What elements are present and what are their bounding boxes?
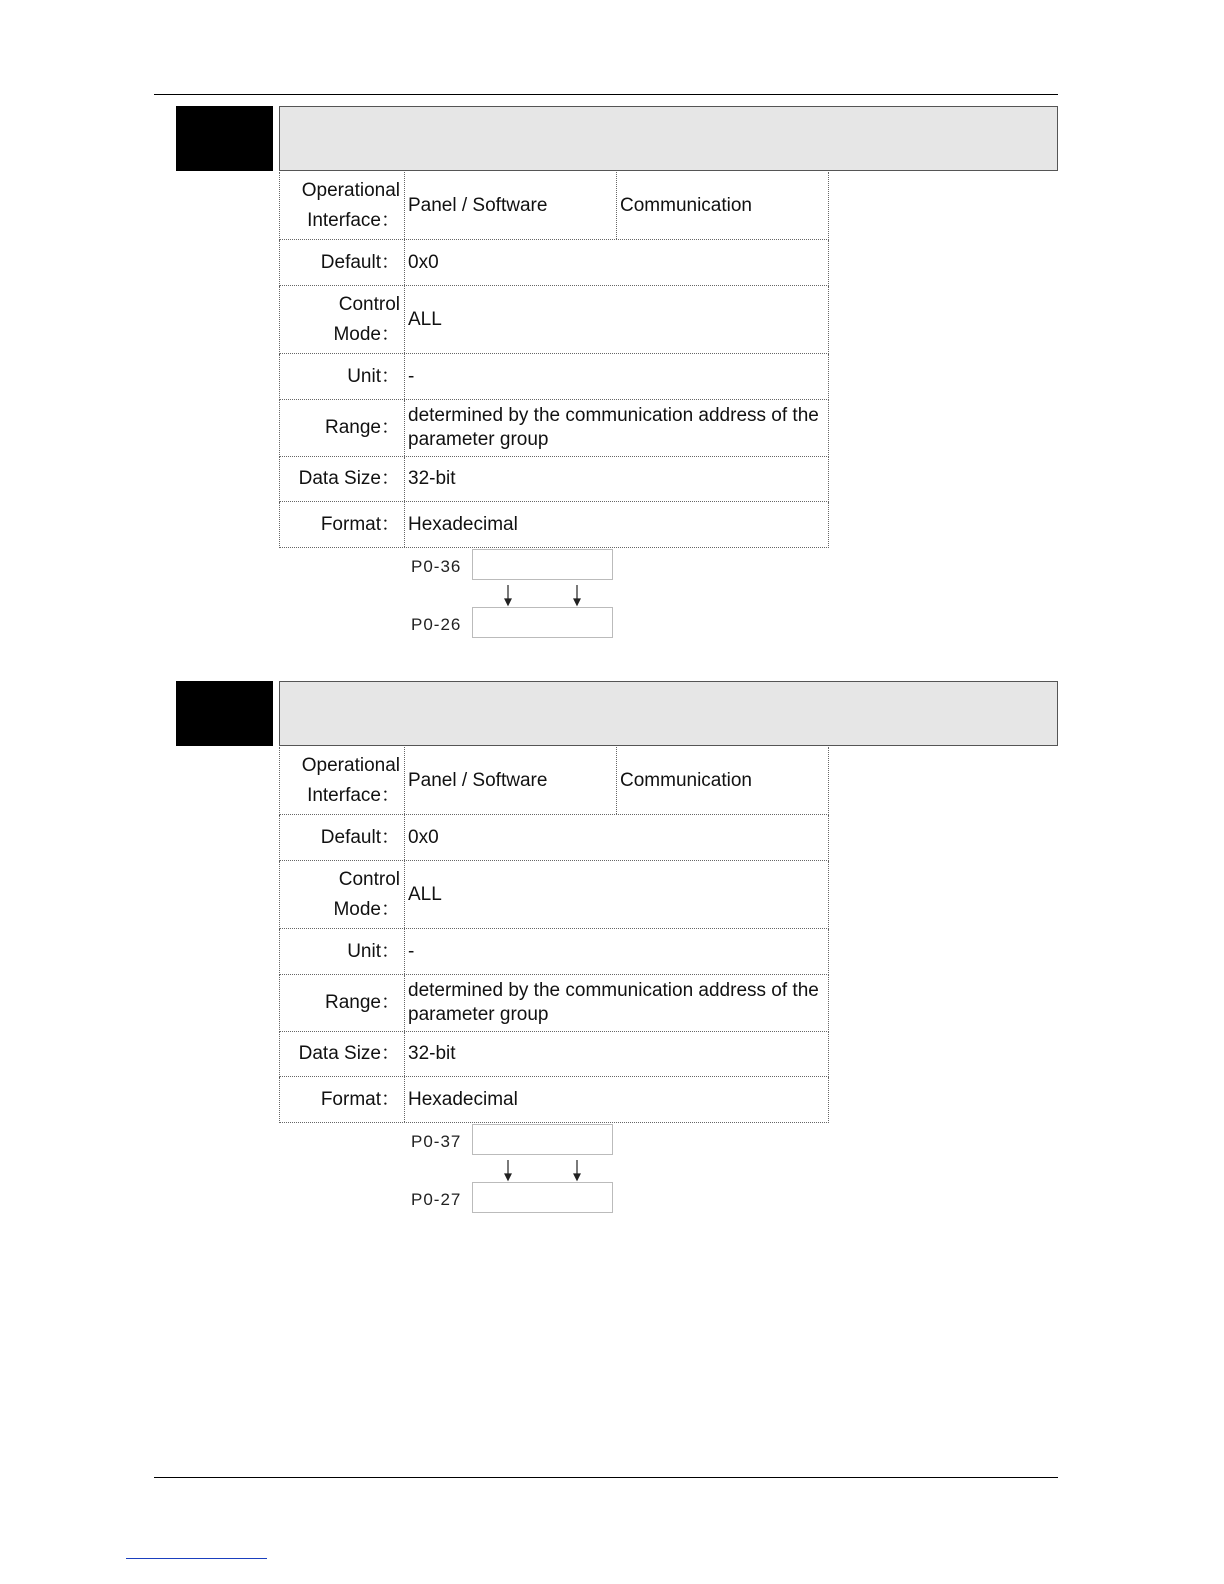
- default-label: Default：: [280, 240, 405, 285]
- interface-communication: Communication: [620, 769, 752, 791]
- format-value: Hexadecimal: [408, 1088, 518, 1110]
- data-size-value: 32-bit: [408, 1043, 456, 1064]
- mapping-source-code: P0-36: [411, 557, 462, 576]
- format-row: [279, 1077, 829, 1123]
- parameter-code-tab: [176, 681, 273, 746]
- range-value: determined by the communication address of the parameter group: [408, 405, 819, 450]
- parameter-table: [279, 172, 829, 548]
- control-mode-value: ALL: [408, 883, 442, 905]
- mapping-source-code: P0-37: [411, 1132, 462, 1151]
- unit-row: [279, 929, 829, 975]
- default-value: 0x0: [408, 251, 439, 273]
- interface-panel-software: Panel / Software: [405, 172, 617, 239]
- mapping-diagram: [400, 1124, 660, 1219]
- mapping-target-code: P0-26: [411, 615, 462, 634]
- range-row: [279, 975, 829, 1032]
- mapping-target-code: P0-27: [411, 1190, 462, 1209]
- range-label: Range：: [280, 975, 405, 1031]
- format-value: Hexadecimal: [408, 513, 518, 535]
- operational-interface-label: Operational Interface：: [280, 172, 405, 239]
- unit-label: Unit：: [280, 354, 405, 399]
- parameter-header-cell-3: [827, 681, 1058, 746]
- control-mode-row: [279, 286, 829, 354]
- default-row: [279, 240, 829, 286]
- control-mode-label: Control Mode：: [280, 286, 405, 353]
- parameter-header-cell-2: [372, 681, 828, 746]
- footer-link-underline[interactable]: [126, 1558, 267, 1559]
- default-label: Default：: [280, 815, 405, 860]
- control-mode-label: Control Mode：: [280, 861, 405, 928]
- unit-value: -: [408, 365, 415, 387]
- range-row: [279, 400, 829, 457]
- interface-panel-software: Panel / Software: [405, 747, 617, 814]
- mapping-diagram: [400, 549, 660, 644]
- parameter-header-cell-2: [372, 106, 828, 171]
- data-size-row: [279, 1032, 829, 1077]
- unit-value: -: [408, 940, 415, 962]
- parameter-header-cell-3: [827, 106, 1058, 171]
- data-size-label: Data Size：: [280, 457, 405, 501]
- mapping-target-box: [472, 1182, 613, 1213]
- format-row: [279, 502, 829, 548]
- unit-label: Unit：: [280, 929, 405, 974]
- control-mode-value: ALL: [408, 308, 442, 330]
- control-mode-row: [279, 861, 829, 929]
- operational-interface-label: Operational Interface：: [280, 747, 405, 814]
- default-value: 0x0: [408, 826, 439, 848]
- parameter-header-cell-1: [279, 681, 374, 746]
- footer-rule: [154, 1477, 1058, 1478]
- data-size-value: 32-bit: [408, 468, 456, 489]
- parameter-code-tab: [176, 106, 273, 171]
- data-size-label: Data Size：: [280, 1032, 405, 1076]
- parameter-block-1: [0, 106, 1224, 666]
- mapping-target-box: [472, 607, 613, 638]
- operational-interface-row: [279, 172, 829, 240]
- data-size-row: [279, 457, 829, 502]
- parameter-table: [279, 747, 829, 1123]
- unit-row: [279, 354, 829, 400]
- parameter-block-2: [0, 681, 1224, 1241]
- format-label: Format：: [280, 1077, 405, 1122]
- interface-communication: Communication: [620, 194, 752, 216]
- range-value: determined by the communication address of the parameter group: [408, 980, 819, 1025]
- parameter-header-cell-1: [279, 106, 374, 171]
- operational-interface-row: [279, 747, 829, 815]
- format-label: Format：: [280, 502, 405, 547]
- range-label: Range：: [280, 400, 405, 456]
- default-row: [279, 815, 829, 861]
- header-rule: [154, 94, 1058, 95]
